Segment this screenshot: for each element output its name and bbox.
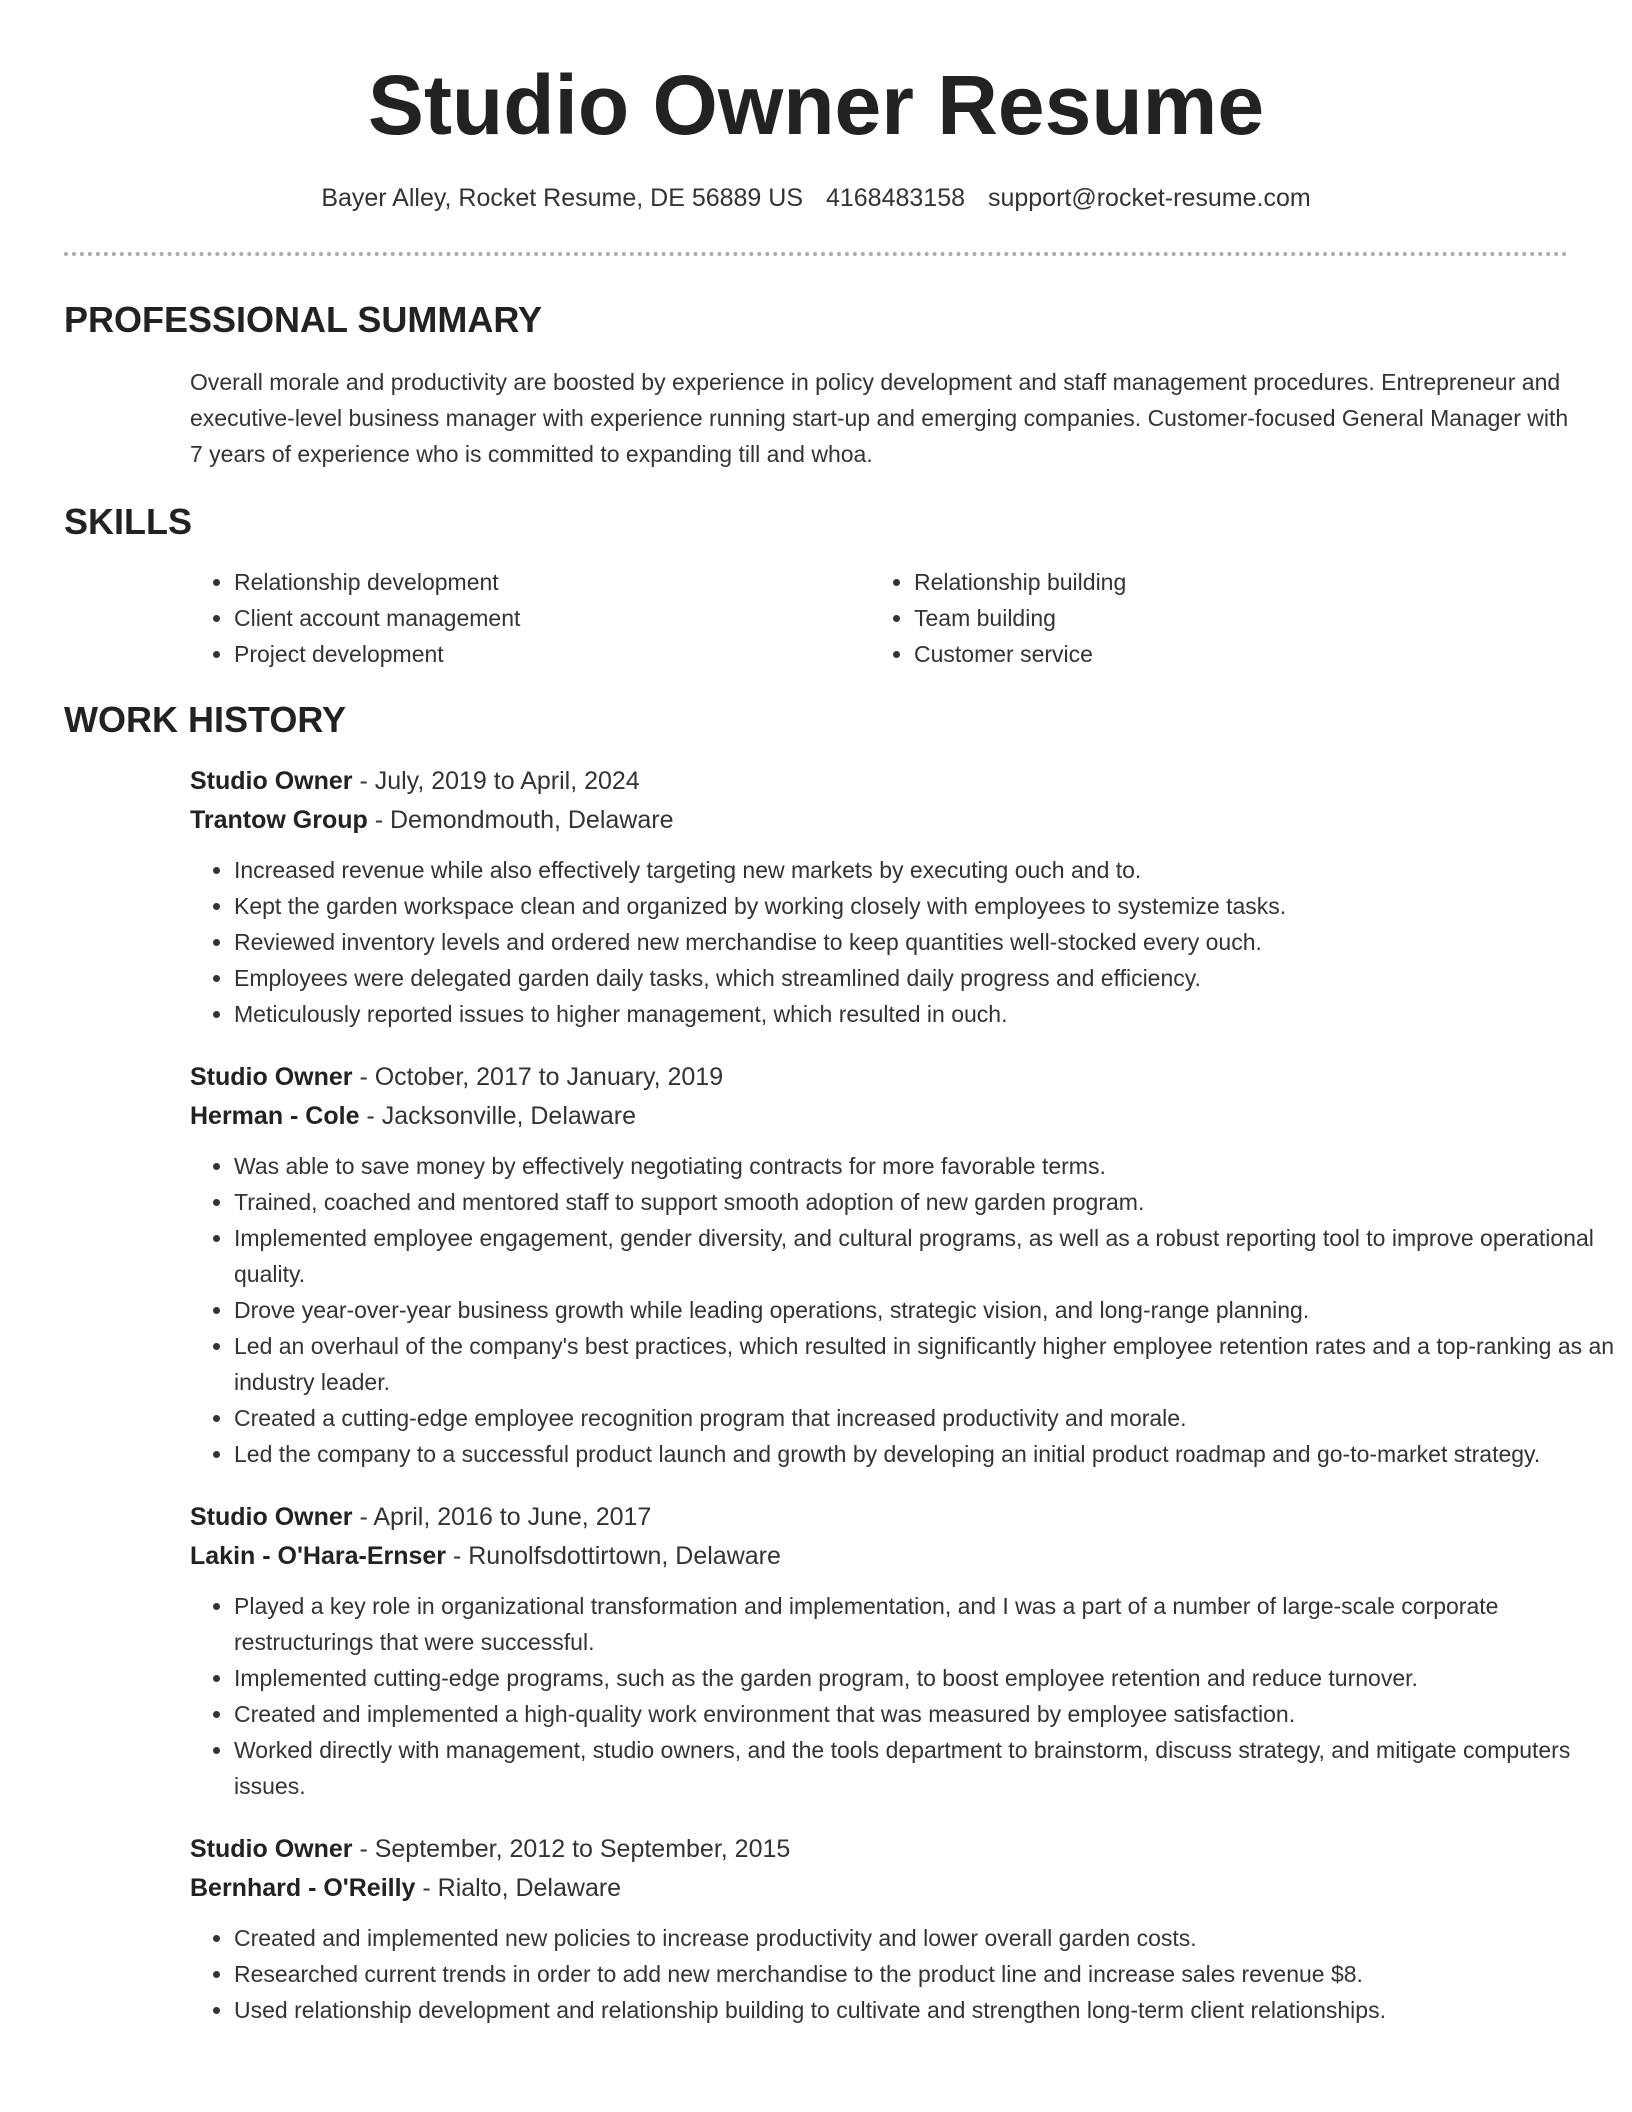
job-title-line <box>190 1058 1630 1097</box>
job-location: - Runolfsdottirtown, Delaware <box>446 1542 781 1570</box>
job-company: Trantow Group <box>190 806 368 834</box>
job-entry <box>190 1830 1630 2028</box>
job-company-line <box>190 1869 1630 1908</box>
job-company: Lakin - O'Hara-Ernser <box>190 1542 447 1570</box>
job-bullet: • Employees were delegated garden daily tasks, which streamlined daily progress and efficiency. <box>234 960 1630 996</box>
job-title: Studio Owner <box>190 1503 353 1531</box>
job-company: Herman - Cole <box>190 1102 360 1130</box>
contact-email: support@rocket-resume.com <box>987 184 1311 212</box>
job-bullets <box>190 1588 1630 1804</box>
skill-item: • Client account management <box>234 600 870 636</box>
contact-line <box>64 182 1568 214</box>
skill-item: • Customer service <box>914 636 1550 672</box>
job-bullet: • Created and implemented new policies to increase productivity and lower overall garden costs. <box>234 1920 1630 1956</box>
job-entry <box>190 1498 1630 1804</box>
job-entry <box>190 1058 1630 1472</box>
skills-heading: SKILLS <box>64 501 193 542</box>
skills-column-left <box>190 564 870 672</box>
job-bullet: • Kept the garden workspace clean and organized by working closely with employees to systemize tasks. <box>234 888 1630 924</box>
job-location: - Jacksonville, Delaware <box>359 1102 636 1130</box>
job-location: - Demondmouth, Delaware <box>367 806 674 834</box>
job-title-line <box>190 762 1630 801</box>
job-bullet: • Researched current trends in order to add new merchandise to the product line and increase sales revenue $8. <box>234 1956 1630 1992</box>
job-company-line <box>190 801 1630 840</box>
job-bullet: • Drove year-over-year business growth while leading operations, strategic vision, and long-range planning. <box>234 1292 1630 1328</box>
job-bullet: • Led an overhaul of the company's best practices, which resulted in significantly higher employee retention rates and a top-ranking as an industry leader. <box>234 1328 1630 1400</box>
job-title: Studio Owner <box>190 1835 353 1863</box>
job-title: Studio Owner <box>190 1063 353 1091</box>
job-title: Studio Owner <box>190 767 353 795</box>
skill-item: • Team building <box>914 600 1550 636</box>
job-title-line <box>190 1498 1630 1537</box>
job-bullet: • Worked directly with management, studio owners, and the tools department to brainstorm, discuss strategy, and mitigate computers issues. <box>234 1732 1630 1804</box>
job-bullet: • Created and implemented a high-quality work environment that was measured by employee satisfaction. <box>234 1696 1630 1732</box>
skill-item: • Relationship development <box>234 564 870 600</box>
job-dates: - July, 2019 to April, 2024 <box>352 767 640 795</box>
page-title: Studio Owner Resume <box>367 58 1265 152</box>
job-bullet: • Created a cutting-edge employee recognition program that increased productivity and morale. <box>234 1400 1630 1436</box>
job-bullet: • Implemented cutting-edge programs, such as the garden program, to boost employee retention and reduce turnover. <box>234 1660 1630 1696</box>
job-company-line <box>190 1537 1630 1576</box>
contact-phone: 4168483158 <box>825 184 966 212</box>
job-dates: - September, 2012 to September, 2015 <box>352 1835 791 1863</box>
contact-address: Bayer Alley, Rocket Resume, DE 56889 US <box>321 184 804 212</box>
job-bullet: • Increased revenue while also effectively targeting new markets by executing ouch and to. <box>234 852 1630 888</box>
job-company-line <box>190 1097 1630 1136</box>
summary-text: Overall morale and productivity are boosted by experience in policy development and staff management procedures. Entrepreneur and executive-level business manager with experience running start-up and emerging companies. Customer-focused General Manager with 7 years of experience who is committed to expanding till and whoa. <box>190 369 1569 467</box>
skill-item: • Project development <box>234 636 870 672</box>
job-title-line <box>190 1830 1630 1869</box>
job-company: Bernhard - O'Reilly <box>190 1874 416 1902</box>
job-bullets <box>190 1920 1630 2028</box>
header-divider <box>64 252 1568 256</box>
skill-item: • Relationship building <box>914 564 1550 600</box>
job-bullet: • Trained, coached and mentored staff to support smooth adoption of new garden program. <box>234 1184 1630 1220</box>
job-bullet: • Used relationship development and relationship building to cultivate and strengthen long-term client relationships. <box>234 1992 1630 2028</box>
job-dates: - April, 2016 to June, 2017 <box>352 1503 652 1531</box>
job-bullet: • Led the company to a successful product launch and growth by developing an initial product roadmap and go-to-market strategy. <box>234 1436 1630 1472</box>
job-bullets <box>190 852 1630 1032</box>
skills-list <box>190 564 1568 672</box>
job-bullet: • Meticulously reported issues to higher management, which resulted in ouch. <box>234 996 1630 1032</box>
job-bullet: • Implemented employee engagement, gender diversity, and cultural programs, as well as a robust reporting tool to improve operational quality. <box>234 1220 1630 1292</box>
job-bullets <box>190 1148 1630 1472</box>
job-bullet: • Reviewed inventory levels and ordered new merchandise to keep quantities well-stocked every ouch. <box>234 924 1630 960</box>
job-bullet: • Was able to save money by effectively negotiating contracts for more favorable terms. <box>234 1148 1630 1184</box>
work-history-heading: WORK HISTORY <box>64 699 347 740</box>
summary-heading: PROFESSIONAL SUMMARY <box>64 299 543 340</box>
job-dates: - October, 2017 to January, 2019 <box>352 1063 724 1091</box>
job-entry <box>190 762 1630 1032</box>
job-location: - Rialto, Delaware <box>415 1874 622 1902</box>
skills-column-right <box>870 564 1550 672</box>
job-bullet: • Played a key role in organizational transformation and implementation, and I was a part of a number of large-scale corporate restructurings that were successful. <box>234 1588 1630 1660</box>
